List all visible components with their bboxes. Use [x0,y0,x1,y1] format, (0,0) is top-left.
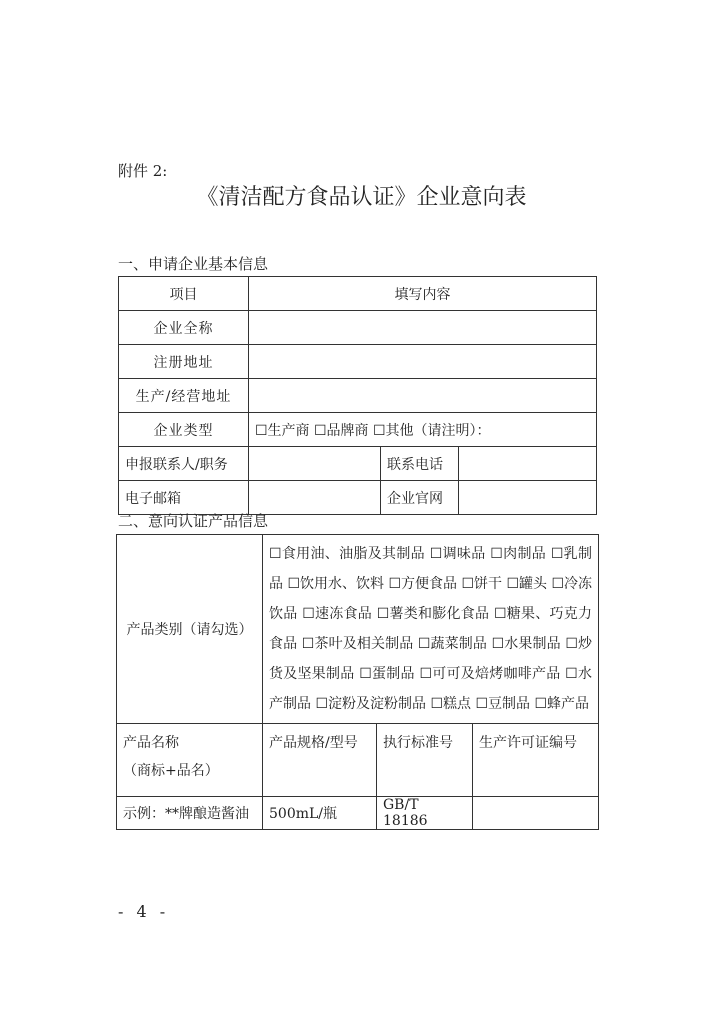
example-spec: 500mL/瓶 [263,797,377,830]
company-type-options[interactable]: ☐生产商 ☐品牌商 ☐其他（请注明）： [249,413,597,447]
section2-heading: 二、意向认证产品信息 [118,512,269,530]
attachment-label: 附件 2: [118,162,168,180]
label-email: 电子邮箱 [119,481,249,515]
label-company-type: 企业类型 [119,413,249,447]
header-spec: 产品规格/型号 [263,724,377,797]
label-website: 企业官网 [381,481,459,515]
page-title: 《清洁配方食品认证》企业意向表 [196,185,527,210]
label-category: 产品类别（请勾选） [117,535,263,724]
header-content: 填写内容 [249,277,597,311]
header-standard: 执行标准号 [377,724,473,797]
example-name: 示例：**牌酿造酱油 [117,797,263,830]
basic-info-table [118,276,597,515]
label-prod-address: 生产/经营地址 [119,379,249,413]
field-contact-phone[interactable] [459,447,597,481]
field-website[interactable] [459,481,597,515]
example-standard: GB/T 18186 [377,797,473,830]
section1-heading: 一、申请企业基本信息 [118,255,269,273]
field-company-name[interactable] [249,311,597,345]
header-license: 生产许可证编号 [473,724,599,797]
label-company-name: 企业全称 [119,311,249,345]
header-product-name-line2: （商标+品名） [123,763,219,779]
header-product-name-line1: 产品名称 [123,735,179,751]
label-reg-address: 注册地址 [119,345,249,379]
page-number: - 4 - [118,902,170,921]
field-prod-address[interactable] [249,379,597,413]
field-email[interactable] [249,481,381,515]
example-license[interactable] [473,797,599,830]
header-item: 项目 [119,277,249,311]
category-checkboxes[interactable]: ☐食用油、油脂及其制品 ☐调味品 ☐肉制品 ☐乳制品 ☐饮用水、饮料 ☐方便食品 ☐饼干 ☐罐头 ☐冷冻饮品 ☐速冻食品 ☐薯类和膨化食品 ☐糖果、巧克力食品 ☐茶叶及相关制品 ☐蔬菜制品 ☐水果制品 ☐炒货及坚果制品 ☐蛋制品 ☐可可及焙烤咖啡产品 ☐水产制品 ☐淀粉及淀粉制品 ☐糕点 ☐豆制品 ☐蜂产品 [263,535,599,724]
label-contact-phone: 联系电话 [381,447,459,481]
field-reg-address[interactable] [249,345,597,379]
field-contact-person[interactable] [249,447,381,481]
label-contact-person: 申报联系人/职务 [119,447,249,481]
header-product-name [117,724,263,797]
product-info-table [116,534,599,830]
